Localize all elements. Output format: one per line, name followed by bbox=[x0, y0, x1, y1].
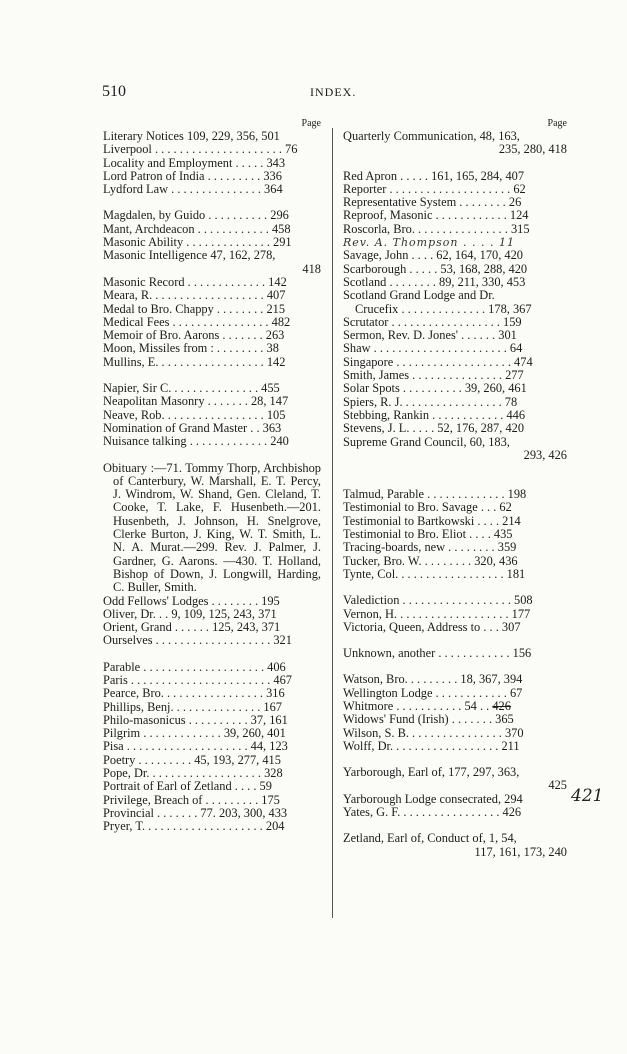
index-entry: Stevens, J. L. . . . . 52, 176, 287, 420 bbox=[343, 421, 525, 436]
index-entry: Sermon, Rev. D. Jones' . . . . . . 301 bbox=[343, 328, 517, 343]
index-entry: Privilege, Breach of . . . . . . . . . 175 bbox=[103, 792, 280, 807]
page-column-label: Page bbox=[301, 118, 321, 129]
index-entry: Talmud, Parable . . . . . . . . . . . . . 198 bbox=[343, 487, 527, 502]
index-entry: Liverpool . . . . . . . . . . . . . . . . . . . . . 76 bbox=[103, 142, 298, 157]
index-entry: Representative System . . . . . . . . 26 bbox=[343, 195, 522, 210]
index-entry: Masonic Record . . . . . . . . . . . . . 142 bbox=[103, 274, 287, 289]
handwritten-margin-note: 421 bbox=[571, 786, 604, 806]
index-entry: Unknown, another . . . . . . . . . . . . 156 bbox=[343, 646, 532, 661]
index-entry: Vernon, H. . . . . . . . . . . . . . . . . . . 177 bbox=[343, 606, 531, 621]
index-entry: Pearce, Bro. . . . . . . . . . . . . . . . . 316 bbox=[103, 686, 285, 701]
index-entry: Pryer, T. . . . . . . . . . . . . . . . . . . . 204 bbox=[103, 819, 285, 834]
index-entry: Philo-masonicus . . . . . . . . . . 37, 161 bbox=[103, 712, 288, 727]
index-entry: 235, 280, 418 bbox=[498, 142, 567, 157]
index-entry: Testimonial to Bartkowski . . . . 214 bbox=[343, 513, 521, 528]
index-entry: Scarborough . . . . . 53, 168, 288, 420 bbox=[343, 261, 528, 276]
index-entry: Scotland . . . . . . . . 89, 211, 330, 453 bbox=[343, 274, 526, 289]
index-entry: Smith, James . . . . . . . . . . . . . . . 277 bbox=[343, 368, 524, 383]
index-entry: Testimonial to Bro. Savage . . . 62 bbox=[343, 500, 512, 515]
index-entry: Tucker, Bro. W. . . . . . . . . 320, 436 bbox=[343, 553, 518, 568]
index-entry: 117, 161, 173, 240 bbox=[474, 844, 567, 859]
index-entry: Nomination of Grand Master . . 363 bbox=[103, 420, 282, 435]
index-entry: Widows' Fund (Irish) . . . . . . . 365 bbox=[343, 712, 514, 727]
index-entry: Lord Patron of India . . . . . . . . . 336 bbox=[103, 168, 282, 183]
index-entry: Rev. A. Thompson . . . . 11 bbox=[343, 236, 515, 250]
index-entry: Masonic Ability . . . . . . . . . . . . . . 291 bbox=[103, 235, 292, 250]
running-head: INDEX. bbox=[310, 85, 357, 99]
index-entry: Moon, Missiles from : . . . . . . . . 38 bbox=[103, 341, 279, 356]
index-entry: 425 bbox=[548, 778, 567, 793]
index-entry: Lydford Law . . . . . . . . . . . . . . . 364 bbox=[103, 182, 283, 197]
index-entry: Paris . . . . . . . . . . . . . . . . . . . . . . . 467 bbox=[103, 672, 292, 687]
index-entry: Zetland, Earl of, Conduct of, 1, 54, bbox=[343, 831, 517, 846]
index-entry: Tynte, Col. . . . . . . . . . . . . . . . . . 181 bbox=[343, 566, 526, 581]
index-entry: Ourselves . . . . . . . . . . . . . . . . . . . 321 bbox=[103, 633, 292, 648]
index-entry: Literary Notices 109, 229, 356, 501 bbox=[103, 129, 280, 143]
index-entry: Locality and Employment . . . . . 343 bbox=[103, 155, 286, 170]
index-entry: Wellington Lodge . . . . . . . . . . . . 67 bbox=[343, 685, 523, 700]
index-entry: Medal to Bro. Chappy . . . . . . . . 215 bbox=[103, 301, 286, 316]
index-entry: Medical Fees . . . . . . . . . . . . . . . . 482 bbox=[103, 314, 291, 329]
index-entry: Crucefix . . . . . . . . . . . . . . 178, 367 bbox=[355, 301, 532, 316]
index-entry: Solar Spots . . . . . . . . . . 39, 260, 461 bbox=[343, 381, 527, 396]
index-entry: Stebbing, Rankin . . . . . . . . . . . . 446 bbox=[343, 407, 526, 422]
struck-page-number: 426 bbox=[492, 698, 511, 713]
index-entry: Masonic Intelligence 47, 162, 278, bbox=[103, 248, 276, 263]
index-entry: Pisa . . . . . . . . . . . . . . . . . . . . 44, 123 bbox=[103, 739, 288, 754]
index-column-left bbox=[103, 118, 321, 834]
index-entry: Watson, Bro. . . . . . . . . 18, 367, 394 bbox=[343, 672, 523, 687]
index-entry: Provincial . . . . . . . 77. 203, 300, 433 bbox=[103, 805, 288, 820]
index-entry: Tracing-boards, new . . . . . . . . 359 bbox=[343, 540, 517, 555]
index-entry: Roscorla, Bro. . . . . . . . . . . . . . . . 315 bbox=[343, 221, 530, 236]
index-entry: Mant, Archdeacon . . . . . . . . . . . . 458 bbox=[103, 221, 291, 236]
index-entry: Singapore . . . . . . . . . . . . . . . . . . . 474 bbox=[343, 354, 533, 369]
index-entry: Odd Fellows' Lodges . . . . . . . . 195 bbox=[103, 593, 280, 608]
index-entry: Poetry . . . . . . . . . 45, 193, 277, 415 bbox=[103, 752, 281, 767]
index-entry: Nuisance talking . . . . . . . . . . . . . 240 bbox=[103, 434, 289, 449]
index-entry: Yates, G. F. . . . . . . . . . . . . . . . . 426 bbox=[343, 805, 522, 820]
index-entry: Oliver, Dr. . . 9, 109, 125, 243, 371 bbox=[103, 606, 277, 621]
index-entry: Valediction . . . . . . . . . . . . . . . . . . 508 bbox=[343, 593, 533, 608]
index-entry: Whitmore . . . . . . . . . . . 54 . . 426 bbox=[343, 698, 511, 713]
index-entry: Scotland Grand Lodge and Dr. bbox=[343, 288, 495, 303]
page-column-label: Page bbox=[547, 118, 567, 129]
page-number: 510 bbox=[102, 83, 126, 100]
index-entry: Portrait of Earl of Zetland . . . . 59 bbox=[103, 779, 272, 794]
index-entry: Mullins, E. . . . . . . . . . . . . . . . . . 142 bbox=[103, 354, 286, 369]
index-entry: Supreme Grand Council, 60, 183, bbox=[343, 434, 510, 449]
index-entry: Orient, Grand . . . . . . 125, 243, 371 bbox=[103, 620, 281, 635]
index-entry: Obituary :—71. Tommy Thorp, Archbishop of Canterbury, W. Marshall, E. T. Percy, J. Windrom, W. Shand, Gen. Cleland, T. Cooke, T. Lake, F. Husenbeth.—201. Husenbeth, J. Johnson, H. Snelgrove, Clerke Burton, J. King, W. T. Smith, L. N. A. Murat.—299. Rev. J. Palmer, J. Gardner, G. Aarons. —430. T. Holland, Bishop of Down, J. Longwill, Harding, C. Buller, Smith. bbox=[103, 460, 321, 595]
index-entry: Phillips, Benj. . . . . . . . . . . . . . . 167 bbox=[103, 699, 282, 714]
index-entry: Shaw . . . . . . . . . . . . . . . . . . . . . . 64 bbox=[343, 341, 523, 356]
index-entry: Spiers, R. J. . . . . . . . . . . . . . . . . 78 bbox=[343, 394, 518, 409]
index-entry: 293, 426 bbox=[523, 447, 567, 462]
index-entry: Victoria, Queen, Address to . . . 307 bbox=[343, 619, 521, 634]
index-entry: Yarborough, Earl of, 177, 297, 363, bbox=[343, 765, 520, 780]
index-entry: Reproof, Masonic . . . . . . . . . . . . 124 bbox=[343, 208, 529, 223]
index-entry: Napier, Sir C. . . . . . . . . . . . . . . 455 bbox=[103, 381, 280, 396]
index-entry: Parable . . . . . . . . . . . . . . . . . . . . 406 bbox=[103, 659, 286, 674]
index-entry: Yarborough Lodge consecrated, 294 bbox=[343, 791, 523, 806]
index-entry: Pope, Dr. . . . . . . . . . . . . . . . . . . 328 bbox=[103, 766, 283, 781]
index-entry: Quarterly Communication, 48, 163, bbox=[343, 129, 520, 143]
index-entry: Wolff, Dr. . . . . . . . . . . . . . . . . . 211 bbox=[343, 738, 520, 753]
index-entry: Memoir of Bro. Aarons . . . . . . . 263 bbox=[103, 328, 285, 343]
index-entry: Scrutator . . . . . . . . . . . . . . . . . . 159 bbox=[343, 314, 522, 329]
index-entry: Neave, Rob. . . . . . . . . . . . . . . . . 105 bbox=[103, 407, 286, 422]
index-entry: Wilson, S. B. . . . . . . . . . . . . . . . 370 bbox=[343, 725, 524, 740]
index-column-right bbox=[343, 118, 567, 859]
index-entry: Savage, John . . . . 62, 164, 170, 420 bbox=[343, 248, 523, 263]
index-entry: 418 bbox=[302, 261, 321, 276]
index-entry: Red Apron . . . . . 161, 165, 284, 407 bbox=[343, 168, 525, 183]
index-entry: Reporter . . . . . . . . . . . . . . . . . . . . 62 bbox=[343, 181, 526, 196]
column-divider bbox=[332, 128, 333, 918]
index-entry: Magdalen, by Guido . . . . . . . . . . 296 bbox=[103, 208, 289, 223]
index-entry: Testimonial to Bro. Eliot . . . . 435 bbox=[343, 527, 513, 542]
page-header bbox=[102, 83, 522, 103]
index-entry: Neapolitan Masonry . . . . . . . 28, 147 bbox=[103, 394, 289, 409]
index-entry: Pilgrim . . . . . . . . . . . . . 39, 260, 401 bbox=[103, 726, 286, 741]
index-entry: Meara, R. . . . . . . . . . . . . . . . . . . 407 bbox=[103, 288, 286, 303]
